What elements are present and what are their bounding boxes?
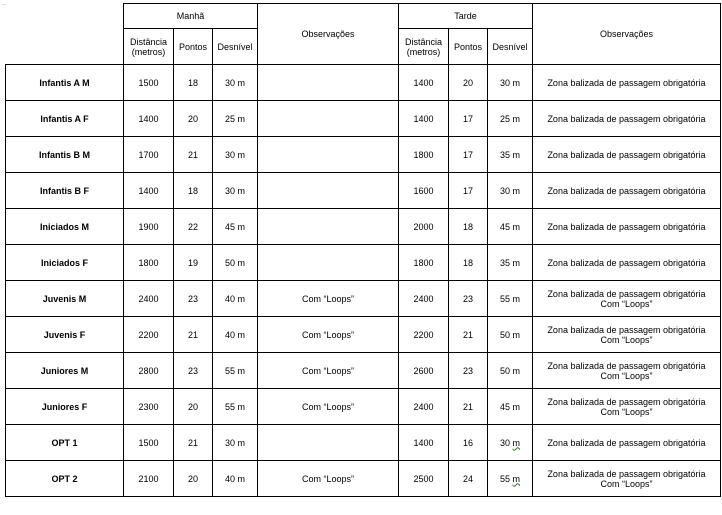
tarde-distancia: 2500 (399, 461, 449, 497)
tarde-desnivel: 45 m (488, 389, 533, 425)
header-distancia-tarde (399, 29, 449, 65)
table-row (6, 353, 721, 389)
tarde-desnivel: 45 m (488, 209, 533, 245)
manha-distancia: 1400 (124, 173, 174, 209)
tarde-pontos: 21 (449, 317, 488, 353)
manha-pontos: 21 (174, 425, 213, 461)
category-cell: Juniores M (6, 353, 124, 389)
obs-line-2: Com “Loops” (600, 334, 653, 345)
tarde-desnivel: 35 m (488, 137, 533, 173)
obs-line-1: Zona balizada de passagem obrigatória (547, 396, 706, 407)
tarde-pontos: 17 (449, 101, 488, 137)
table-row (6, 317, 721, 353)
tarde-pontos: 24 (449, 461, 488, 497)
metros-label: (metros) (406, 46, 441, 57)
tarde-observacoes (533, 317, 721, 353)
obs-line-1: Zona balizada de passagem obrigatória (547, 149, 706, 160)
header-row-1 (6, 4, 721, 29)
tarde-desnivel: 55 m (488, 281, 533, 317)
manha-desnivel: 30 m (213, 137, 258, 173)
category-cell: Infantis A M (6, 65, 124, 101)
manha-observacoes: Com “Loops” (258, 389, 399, 425)
tarde-desnivel: 50 m (488, 353, 533, 389)
tarde-observacoes (533, 461, 721, 497)
manha-distancia: 1700 (124, 137, 174, 173)
manha-distancia: 1400 (124, 101, 174, 137)
desnivel-unit: m (512, 473, 521, 484)
manha-distancia: 2200 (124, 317, 174, 353)
manha-observacoes (258, 245, 399, 281)
category-cell: OPT 2 (6, 461, 124, 497)
tarde-pontos: 18 (449, 245, 488, 281)
obs-line-1: Zona balizada de passagem obrigatória (547, 360, 706, 371)
header-observacoes-manha: Observações (258, 4, 399, 65)
manha-distancia: 1500 (124, 425, 174, 461)
obs-line-2: Com “Loops” (600, 406, 653, 417)
manha-pontos: 23 (174, 281, 213, 317)
desnivel-value: 30 (499, 437, 510, 448)
tarde-observacoes (533, 173, 721, 209)
manha-distancia: 2400 (124, 281, 174, 317)
distancia-label: Distância (129, 36, 167, 47)
tarde-distancia: 2400 (399, 389, 449, 425)
manha-observacoes (258, 425, 399, 461)
obs-line-1: Zona balizada de passagem obrigatória (547, 185, 706, 196)
manha-pontos: 21 (174, 137, 213, 173)
table-row (6, 245, 721, 281)
manha-desnivel: 25 m (213, 101, 258, 137)
manha-observacoes (258, 101, 399, 137)
tarde-desnivel (488, 461, 533, 497)
manha-desnivel: 30 m (213, 65, 258, 101)
manha-desnivel: 50 m (213, 245, 258, 281)
obs-line-1: Zona balizada de passagem obrigatória (547, 257, 706, 268)
header-desnivel-tarde: Desnível (488, 29, 533, 65)
manha-desnivel: 45 m (213, 209, 258, 245)
metros-label: (metros) (131, 46, 166, 57)
tarde-distancia: 2200 (399, 317, 449, 353)
header-blank-cell (6, 4, 124, 65)
manha-pontos: 21 (174, 317, 213, 353)
tarde-distancia: 2400 (399, 281, 449, 317)
tarde-observacoes (533, 209, 721, 245)
tarde-observacoes (533, 137, 721, 173)
manha-pontos: 23 (174, 353, 213, 389)
table-row (6, 173, 721, 209)
obs-line-1: Zona balizada de passagem obrigatória (547, 468, 706, 479)
distancia-label: Distância (404, 36, 442, 47)
tarde-observacoes (533, 281, 721, 317)
manha-distancia: 2800 (124, 353, 174, 389)
tarde-distancia: 1400 (399, 101, 449, 137)
tarde-pontos: 21 (449, 389, 488, 425)
header-manha: Manhã (124, 4, 258, 29)
header-distancia-manha (124, 29, 174, 65)
header-pontos-manha: Pontos (174, 29, 213, 65)
header-tarde: Tarde (399, 4, 533, 29)
table-row (6, 137, 721, 173)
tarde-desnivel: 30 m (488, 173, 533, 209)
tarde-pontos: 17 (449, 173, 488, 209)
obs-line-1: Zona balizada de passagem obrigatória (547, 288, 706, 299)
tarde-pontos: 20 (449, 65, 488, 101)
header-pontos-tarde: Pontos (449, 29, 488, 65)
manha-pontos: 20 (174, 461, 213, 497)
tarde-distancia: 1400 (399, 65, 449, 101)
manha-observacoes (258, 173, 399, 209)
category-cell: Infantis B F (6, 173, 124, 209)
manha-distancia: 1800 (124, 245, 174, 281)
manha-distancia: 1900 (124, 209, 174, 245)
category-cell: OPT 1 (6, 425, 124, 461)
manha-observacoes (258, 209, 399, 245)
manha-pontos: 18 (174, 173, 213, 209)
tarde-desnivel: 25 m (488, 101, 533, 137)
manha-distancia: 1500 (124, 65, 174, 101)
manha-desnivel: 55 m (213, 389, 258, 425)
obs-line-2: Com “Loops” (600, 478, 653, 489)
obs-line-1: Zona balizada de passagem obrigatória (547, 437, 706, 448)
category-cell: Infantis B M (6, 137, 124, 173)
manha-desnivel: 30 m (213, 173, 258, 209)
manha-desnivel: 55 m (213, 353, 258, 389)
manha-observacoes (258, 137, 399, 173)
table-row (6, 461, 721, 497)
manha-pontos: 20 (174, 101, 213, 137)
tarde-distancia: 1600 (399, 173, 449, 209)
desnivel-value: 55 (499, 473, 510, 484)
tarde-pontos: 18 (449, 209, 488, 245)
manha-observacoes (258, 65, 399, 101)
tarde-observacoes (533, 65, 721, 101)
manha-observacoes: Com “Loops” (258, 281, 399, 317)
category-cell: Juvenis M (6, 281, 124, 317)
header-observacoes-tarde: Observações (533, 4, 721, 65)
category-cell: Infantis A F (6, 101, 124, 137)
manha-desnivel: 30 m (213, 425, 258, 461)
obs-line-1: Zona balizada de passagem obrigatória (547, 221, 706, 232)
manha-pontos: 20 (174, 389, 213, 425)
corner-mark: .. (2, 0, 6, 7)
category-cell: Juvenis F (6, 317, 124, 353)
tarde-pontos: 17 (449, 137, 488, 173)
manha-observacoes: Com “Loops” (258, 317, 399, 353)
obs-line-1: Zona balizada de passagem obrigatória (547, 77, 706, 88)
tarde-distancia: 1800 (399, 245, 449, 281)
header-desnivel-manha: Desnível (213, 29, 258, 65)
manha-observacoes: Com “Loops” (258, 353, 399, 389)
manha-desnivel: 40 m (213, 317, 258, 353)
tarde-distancia: 2600 (399, 353, 449, 389)
manha-pontos: 18 (174, 65, 213, 101)
tarde-pontos: 23 (449, 353, 488, 389)
tarde-distancia: 2000 (399, 209, 449, 245)
manha-pontos: 19 (174, 245, 213, 281)
manha-distancia: 2100 (124, 461, 174, 497)
table-row (6, 389, 721, 425)
manha-desnivel: 40 m (213, 461, 258, 497)
manha-desnivel: 40 m (213, 281, 258, 317)
table-row (6, 281, 721, 317)
tarde-observacoes (533, 245, 721, 281)
category-cell: Iniciados F (6, 245, 124, 281)
tarde-distancia: 1400 (399, 425, 449, 461)
tarde-observacoes (533, 389, 721, 425)
tarde-observacoes (533, 101, 721, 137)
table-row (6, 65, 721, 101)
tarde-desnivel (488, 425, 533, 461)
manha-distancia: 2300 (124, 389, 174, 425)
tarde-desnivel: 35 m (488, 245, 533, 281)
tarde-pontos: 23 (449, 281, 488, 317)
category-cell: Iniciados M (6, 209, 124, 245)
tarde-desnivel: 50 m (488, 317, 533, 353)
tarde-observacoes (533, 353, 721, 389)
tarde-pontos: 16 (449, 425, 488, 461)
table-row (6, 101, 721, 137)
category-cell: Juniores F (6, 389, 124, 425)
obs-line-2: Com “Loops” (600, 298, 653, 309)
tarde-observacoes (533, 425, 721, 461)
obs-line-1: Zona balizada de passagem obrigatória (547, 324, 706, 335)
obs-line-1: Zona balizada de passagem obrigatória (547, 113, 706, 124)
manha-observacoes: Com “Loops” (258, 461, 399, 497)
table-row (6, 209, 721, 245)
desnivel-unit: m (512, 437, 521, 448)
table-row (6, 425, 721, 461)
manha-pontos: 22 (174, 209, 213, 245)
tarde-desnivel: 30 m (488, 65, 533, 101)
courses-table (5, 3, 721, 497)
tarde-distancia: 1800 (399, 137, 449, 173)
obs-line-2: Com “Loops” (600, 370, 653, 381)
